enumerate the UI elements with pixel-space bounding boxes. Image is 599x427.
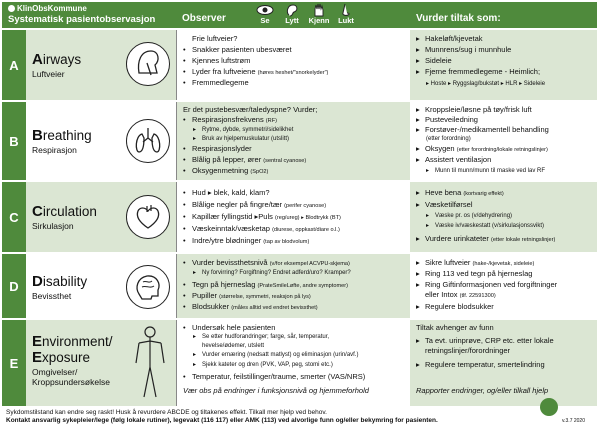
kommune-logo-icon — [540, 398, 558, 416]
actions-cell — [410, 102, 597, 180]
row-circulation — [2, 180, 597, 252]
obs-line: ▸ Bruk av hjelpemuskulatur (utslitt) — [193, 136, 290, 142]
nose-icon — [337, 3, 355, 17]
act-line: (etter forordning) — [426, 136, 471, 142]
obs-line: • Blålig på lepper, ører (sentral cyanose) — [183, 155, 307, 164]
obs-line: ▸ Se etter hudforandringer; farge, sår, temperatur, — [193, 334, 330, 340]
obs-line: hevelse/ødemer, utslett — [202, 343, 265, 349]
row-subtitle: Sirkulasjon — [32, 221, 74, 231]
actions-cell — [410, 320, 597, 406]
row-title: Disability — [32, 273, 88, 290]
obs-line: • Fremmedlegeme — [183, 78, 249, 87]
brain-icon — [126, 265, 170, 309]
senses-strip — [252, 3, 360, 27]
row-title-2: Exposure — [32, 349, 91, 366]
ear-icon — [283, 3, 301, 17]
act-line: ▸ Sikre luftveier (hake-/kjevetak, sideleie) — [416, 258, 535, 267]
obs-line: ▸ Ny forvirring? Forgiftning? Endret adferd/uro? Kramper? — [193, 270, 351, 276]
obs-line: • Respirasjonslyder — [183, 144, 252, 153]
observations-cell — [176, 30, 412, 100]
act-line: ▸ Væsketilførsel — [416, 200, 473, 209]
airway-icon — [126, 42, 170, 86]
row-letter: B — [2, 102, 26, 180]
obs-line: • Vurder bevissthetsnivå (v/for eksempel ACVPU-skjema) — [183, 258, 350, 267]
sense-lytt: Lytt — [279, 3, 305, 25]
obs-line: • Snakker pasienten ubesværet — [183, 45, 292, 54]
sense-lukt: Lukt — [333, 3, 359, 25]
obs-line: • Blodsukker (måles alltid ved endret bevissthet) — [183, 302, 318, 311]
obs-line: • Temperatur, feilstillinger/traume, smerter (VAS/NRS) — [183, 372, 366, 381]
act-line: ▸ Ring Giftinformasjonen ved forgiftninger — [416, 280, 558, 289]
sense-kjenn: Kjenn — [306, 3, 332, 25]
obs-line: • Tegn på hjerneslag (PrateSmileLøfte, andre symptomer) — [183, 280, 348, 289]
act-line: ▸ Forstøver-/medikamentell behandling — [416, 125, 549, 134]
row-name-cell — [26, 254, 176, 318]
obs-line: ▸ Vurder ernæring (nedsatt matlyst) og eliminasjon (urin/avf.) — [193, 352, 359, 358]
obs-line: • Undersøk hele pasienten — [183, 323, 276, 332]
observations-cell — [176, 102, 412, 180]
act-line: ▸ Assistert ventilasjon — [416, 155, 492, 164]
body-icon — [133, 325, 167, 401]
row-subtitle: Bevissthet — [32, 291, 72, 301]
obs-note: Vær obs på endringer i funksjonsnivå og hjemmeforhold — [183, 386, 369, 395]
observations-cell — [176, 182, 412, 252]
act-line: ▸ Munnrens/sug i munnhule — [416, 45, 512, 54]
header-bar — [2, 2, 597, 28]
eye-icon — [256, 3, 274, 17]
actions-cell — [410, 30, 597, 100]
act-line: retningslinjer/forordninger — [425, 346, 511, 355]
obs-line: • Respirasjonsfrekvens (RF) — [183, 115, 277, 124]
act-line: ▸ Vurdere urinkateter (etter lokale retningslinjer) — [416, 234, 556, 243]
row-airways — [2, 28, 597, 100]
observations-cell — [176, 254, 412, 318]
obs-line: • Hud ▸ blek, kald, klam? — [183, 188, 270, 197]
obs-line: ▸ Sjekk kateter og dren (PVK, VAP, peg, stomi etc.) — [193, 362, 333, 368]
row-title: Circulation — [32, 203, 97, 220]
act-line: ▸ Regulere temperatur, smertelindring — [416, 360, 545, 369]
actions-cell — [410, 182, 597, 252]
row-title: Environment/ — [32, 333, 113, 350]
row-subtitle: Omgivelser/ — [32, 367, 78, 377]
row-letter: D — [2, 254, 26, 318]
act-line: Tiltak avhenger av funn — [416, 323, 494, 332]
footer — [2, 408, 597, 426]
obs-line: • Blålige negler på fingre/tær (perifer cyanose) — [183, 200, 327, 209]
obs-line: • Pupiller (størrelse, symmetri, reaksjon på lys) — [183, 291, 311, 300]
obs-line: • Indre/ytre blødninger (tap av blodvolum) — [183, 236, 310, 245]
row-breathing — [2, 100, 597, 180]
act-note: Rapporter endringer, og/eller tilkall hjelp — [416, 386, 549, 395]
obs-line: • Kapillær fyllingstid ▸Puls (reg/ureg) ▸ Blodtrykk (BT) — [183, 212, 341, 221]
act-line: ▸ Væske iv/væskestatt (v/sirkulasjonssvikt) — [426, 223, 545, 229]
act-line: ▸ Pusteveiledning — [416, 115, 478, 124]
row-name-cell — [26, 182, 176, 252]
act-line: ▸ Fjerne fremmedlegeme - Heimlich; — [416, 67, 541, 76]
brand: KlinObsKommune — [8, 4, 87, 13]
observer-heading: Observer — [182, 13, 226, 24]
act-line: ▸ Munn til munn/munn til maske ved lav RF — [426, 168, 546, 174]
obs-line: Er det pustebesvær/taledyspne? Vurder; — [183, 105, 318, 114]
obs-line: • Væskeinntak/væsketap (diurese, oppkast/diare o.l.) — [183, 224, 340, 233]
act-line: ▸ Sideleie — [416, 56, 452, 65]
row-subtitle: Respirasjon — [32, 145, 77, 155]
row-letter: E — [2, 320, 26, 406]
row-subtitle: Luftveier — [32, 69, 65, 79]
act-line: ▸ Hakeløft/kjevetak — [416, 34, 483, 43]
row-letter: C — [2, 182, 26, 252]
sense-se: Se — [252, 3, 278, 25]
row-exposure — [2, 318, 597, 406]
observations-cell — [176, 320, 412, 406]
act-line: ▸ Kroppsleie/løsne på tøy/frisk luft — [416, 105, 532, 114]
header-title: Systematisk pasientobservasjon — [8, 14, 156, 25]
act-line: ▸ Oksygen (etter forordning/lokale retningslinjer) — [416, 144, 548, 153]
act-line: eller Intox (tlf. 22591300) — [425, 290, 496, 299]
obs-line: Frie luftveier? — [192, 34, 238, 43]
obs-line: • Lyder fra luftveiene (høres heshet/"snorkelyder") — [183, 67, 329, 76]
brand-logo-icon — [8, 5, 15, 12]
footer-contact: Kontakt ansvarlig sykepleier/lege (følg lokale rutiner), legevakt (116 117) eller AMK (113) ved alvorlige funn og/eller bekymring for pasienten. — [6, 417, 438, 424]
act-line: ▸ Væske pr. os (v/dehydrering) — [426, 213, 513, 219]
row-disability — [2, 252, 597, 318]
act-line: ▸ Ring 113 ved tegn på hjerneslag — [416, 269, 533, 278]
footer-note: Sykdomstilstand kan endre seg raskt! Husk å revurdere ABCDE og tiltakenes effekt. Tilkall mer hjelp ved behov. — [6, 409, 327, 416]
row-title: Breathing — [32, 127, 92, 144]
act-line: ▸ Heve bena (kortvarig effekt) — [416, 188, 504, 197]
row-title: Airways — [32, 51, 82, 68]
act-line: ▸ Hoste ▸ Ryggslag/bukstøt ▸ HLR ▸ Sideleie — [426, 81, 546, 87]
heart-icon — [126, 195, 170, 239]
act-line: ▸ Ta evt. urinprøve, CRP etc. etter lokale — [416, 336, 554, 345]
row-letter: A — [2, 30, 26, 100]
obs-line: • Oksygenmetning (SpO2) — [183, 166, 269, 175]
row-subtitle-2: Kroppsundersøkelse — [32, 377, 110, 387]
lungs-icon — [126, 119, 170, 163]
obs-line: ▸ Rytme, dybde, symmetri/sidelikhet — [193, 127, 294, 133]
row-name-cell — [26, 30, 176, 100]
version-label: v.3.7 2020 — [562, 418, 585, 424]
row-name-cell — [26, 102, 176, 180]
obs-line: • Kjennes luftstrøm — [183, 56, 251, 65]
actions-cell — [410, 254, 597, 318]
hand-icon — [310, 3, 328, 17]
actions-heading: Vurder tiltak som: — [416, 13, 501, 24]
act-line: ▸ Regulere blodsukker — [416, 302, 494, 311]
